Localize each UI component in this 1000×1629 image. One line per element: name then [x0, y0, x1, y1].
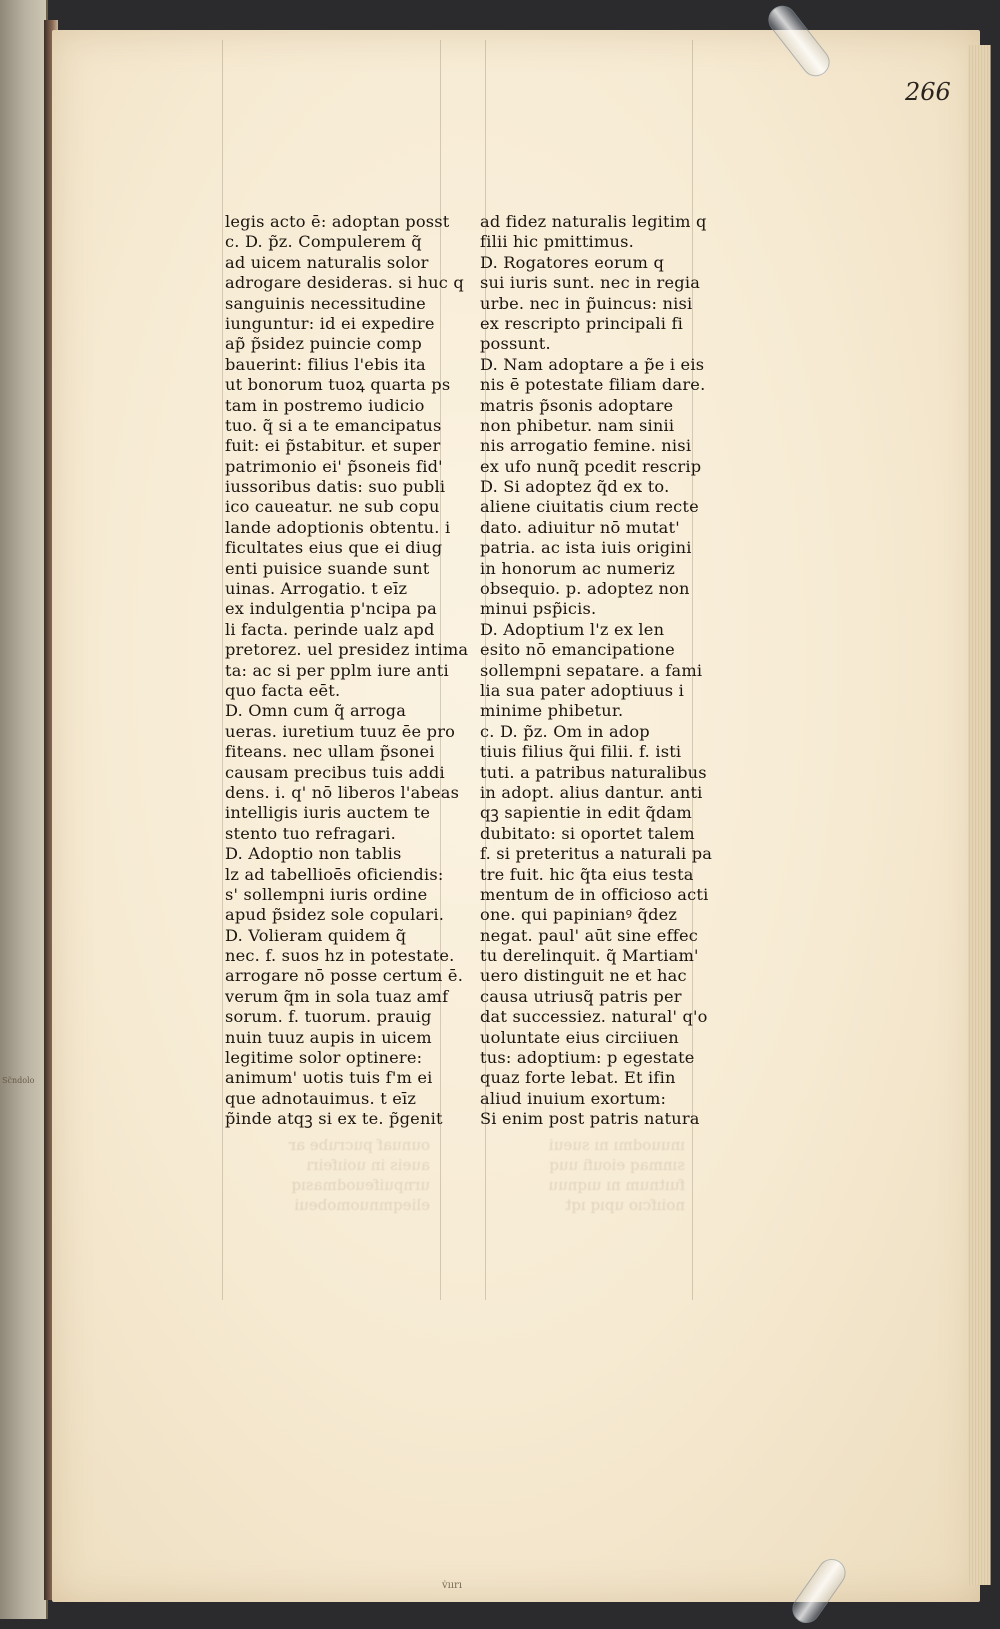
text-line: enti puisice suande sunt: [225, 558, 430, 578]
text-line: ta: ac si per pplm iure anti: [225, 660, 449, 680]
text-line: ut bonorum tuoꝝ quarta ps: [225, 375, 451, 395]
text-line: D. Rogatores eorum q: [480, 252, 665, 272]
text-line: D. Volieram quidem q̃: [225, 925, 407, 945]
text-line: sui iuris sunt. nec in regia: [480, 273, 701, 293]
text-line: stento tuo refragari.: [225, 823, 397, 843]
ruling-line: [222, 40, 223, 1300]
text-line: bauerint: filius l'ebis ita: [225, 354, 426, 374]
text-line: negat. paul' aūt sine effec: [480, 925, 698, 945]
text-line: obsequio. p. adoptez non: [480, 579, 690, 599]
text-line: fuit: ei p̃stabitur. et super: [225, 436, 441, 456]
text-line: tam in postremo iudicio: [225, 395, 425, 415]
text-line: noiıfcıo upıq ıqt: [565, 1196, 685, 1214]
text-line: ınuuodmı nı sueui: [548, 1136, 685, 1154]
catchword: v̇ıırı: [442, 1580, 463, 1591]
text-line: c. D. p̃z. Compulerem q̃: [225, 232, 422, 252]
text-line: lz ad tabellioēs oficiendis:: [225, 864, 444, 884]
text-line: pretorez. uel presidez intima: [225, 640, 469, 660]
text-line: legitime solor optinere:: [225, 1048, 423, 1068]
text-line: fuıtnum nı uıqnuu: [548, 1176, 685, 1194]
text-column-left: [225, 212, 469, 1130]
text-line: p̃inde atqꝫ si ex te. p̃genit: [225, 1109, 443, 1129]
show-through-left: [215, 1135, 430, 1215]
text-line: f. si preteritus a naturali pa: [480, 844, 713, 864]
text-line: legis acto ē: adoptan posst: [225, 212, 450, 231]
text-line: aueis in uoiıfeirı: [306, 1156, 430, 1174]
text-line: sorum. f. tuorum. prauig: [225, 1007, 432, 1027]
text-line: D. Nam adoptare a p̃e i eis: [480, 354, 705, 374]
text-line: sanguinis necessitudine: [225, 293, 426, 313]
text-line: quo facta eēt.: [225, 680, 341, 700]
text-line: dat successiez. natural' q'o: [480, 1007, 708, 1027]
previous-page-edge: [0, 0, 48, 1619]
text-line: tiuis filius q̃ui filii. f. isti: [480, 742, 682, 762]
text-line: ficultates eius que ei diug: [225, 538, 443, 558]
text-line: ounuaf pucrube ar: [288, 1136, 430, 1154]
text-line: tuo. q̃ si a te emancipatus: [225, 415, 442, 435]
text-line: nec. f. suos hz in potestate.: [225, 946, 455, 966]
text-line: apud p̃sidez sole copulari.: [225, 905, 445, 925]
text-line: elieqmnuomobeui: [294, 1196, 430, 1214]
folio-number: 266: [905, 78, 951, 106]
text-line: in honorum ac numeriz: [480, 558, 676, 578]
text-line: uinas. Arrogatio. t eīz: [225, 579, 408, 599]
text-line: tus: adoptium: p egestate: [480, 1048, 695, 1068]
text-line: aliud inuium exortum:: [480, 1088, 667, 1108]
margin-note: Sc̃ndolo: [2, 1076, 35, 1085]
text-line: in adopt. alius dantur. anti: [480, 782, 703, 802]
text-line: arrogare nō posse certum ē.: [225, 966, 464, 986]
text-line: minime phibetur.: [480, 701, 624, 721]
text-line: ueras. iuretium tuuz ēe pro: [225, 721, 456, 741]
text-line: possunt.: [480, 334, 551, 354]
text-line: non phibetur. nam sinii: [480, 415, 675, 435]
text-line: verum q̃m in sola tuaz amf: [225, 986, 449, 1006]
text-line: uoluntate eius circiiuen: [480, 1027, 679, 1047]
text-column-right: [480, 212, 712, 1130]
text-line: quaz forte lebat. Et ifin: [480, 1068, 676, 1088]
text-line: qꝫ sapientie in edit q̃dam: [480, 803, 692, 823]
text-line: esito nō emancipatione: [480, 640, 675, 660]
text-line: ex indulgentia p'ncipa pa: [225, 599, 437, 619]
text-line: ad fidez naturalis legitim q: [480, 212, 707, 231]
text-line: li facta. perinde ualz apd: [225, 619, 435, 639]
page-stack-edges: [968, 45, 991, 1585]
text-line: sınmaq eioufi uuq: [549, 1156, 685, 1174]
text-line: nuin tuuz aupis in uicem: [225, 1027, 432, 1047]
text-line: D. Adoptium l'z ex len: [480, 619, 665, 639]
text-line: patrimonio ei' p̃soneis fid': [225, 456, 443, 476]
text-line: nis ē potestate filiam dare.: [480, 375, 706, 395]
text-line: D. Omn cum q̃ arroga: [225, 701, 407, 721]
text-line: adrogare desideras. si huc q: [225, 273, 464, 293]
text-line: causam precibus tuis addi: [225, 762, 445, 782]
text-line: dato. adiuitur nō mutat': [480, 517, 680, 537]
text-line: patria. ac ista iuis origini: [480, 538, 692, 558]
text-line: fiteans. nec ullam p̃sonei: [225, 742, 435, 762]
text-line: que adnotauimus. t eīz: [225, 1088, 417, 1108]
text-line: ap̃ p̃sidez puincie comp: [225, 334, 422, 354]
text-line: filii hic pmittimus.: [480, 232, 634, 252]
text-line: iussoribus datis: suo publi: [225, 477, 446, 497]
text-line: intelligis iuris auctem te: [225, 803, 431, 823]
text-line: minui psp̃icis.: [480, 599, 597, 619]
text-line: tre fuit. hic q̃ta eius testa: [480, 864, 694, 884]
text-line: dens. i. q' nō liberos l'abeas: [225, 782, 460, 802]
text-line: aliene ciuitatis cium recte: [480, 497, 699, 517]
text-line: c. D. p̃z. Om in adop: [480, 721, 650, 741]
text-line: nis arrogatio femine. nisi: [480, 436, 692, 456]
text-line: Si enim post patris natura: [480, 1109, 700, 1129]
text-line: sollempni sepatare. a fami: [480, 660, 703, 680]
text-line: ad uicem naturalis solor: [225, 252, 429, 272]
text-line: lia sua pater adoptiuus i: [480, 680, 684, 700]
text-line: mentum de in officioso acti: [480, 884, 709, 904]
text-line: D. Si adoptez q̃d ex to.: [480, 477, 670, 497]
text-line: lande adoptionis obtentu. i: [225, 517, 451, 537]
text-line: urbe. nec in p̃uincus: nisi: [480, 293, 693, 313]
text-line: dubitato: si oportet talem: [480, 823, 695, 843]
text-line: matris p̃sonis adoptare: [480, 395, 674, 415]
text-line: iunguntur: id ei expedire: [225, 313, 435, 333]
text-line: one. qui papinianꝰ q̃dez: [480, 905, 678, 925]
text-line: urnpuifeuodmasıq: [291, 1176, 430, 1194]
text-line: D. Adoptio non tablis: [225, 844, 402, 864]
text-line: ico caueatur. ne sub copu: [225, 497, 440, 517]
text-line: tu derelinquit. q̃ Martiam': [480, 946, 699, 966]
text-line: ex rescripto principali fi: [480, 313, 684, 333]
text-line: animum' uotis tuis f'm ei: [225, 1068, 433, 1088]
text-line: causa utriusq̃ patris per: [480, 986, 682, 1006]
text-line: uero distinguit ne et hac: [480, 966, 687, 986]
show-through-right: [470, 1135, 685, 1215]
text-line: ex ufo nunq̃ pcedit rescrip: [480, 456, 702, 476]
text-line: s' sollempni iuris ordine: [225, 884, 428, 904]
text-line: tuti. a patribus naturalibus: [480, 762, 707, 782]
